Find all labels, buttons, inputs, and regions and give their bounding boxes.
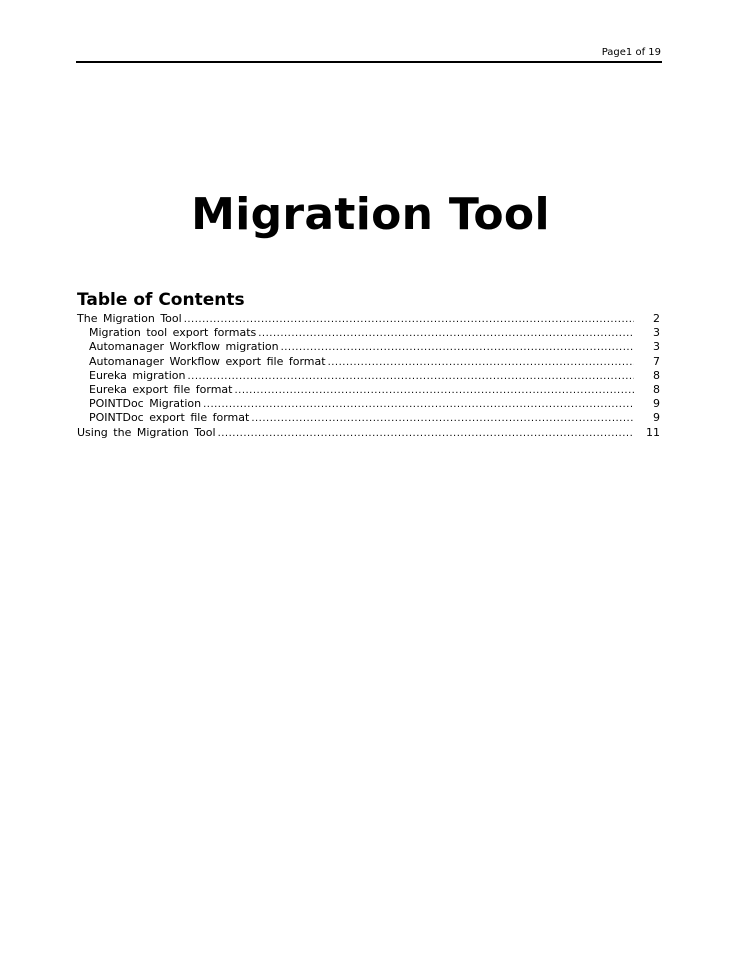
toc-entry-label: Automanager Workflow export file format [89,354,326,368]
toc-dot-leader [187,370,634,384]
toc-dot-leader [203,398,634,412]
table-of-contents [77,290,662,440]
toc-dot-leader [234,384,634,398]
toc-entry-label: Eureka export file format [89,382,233,396]
toc-entry-page: 2 [653,312,660,325]
toc-entry-label: POINTDoc export file format [89,411,250,425]
toc-heading: Table of Contents [77,290,245,310]
toc-entry-pointdoc-export-format[interactable] [77,411,662,425]
toc-entry-page: 8 [653,368,660,382]
toc-entry-page: 3 [653,340,660,354]
toc-entry-page: 9 [653,397,660,411]
page-header [76,47,662,63]
toc-list [77,312,662,440]
toc-entry-label: Migration tool export formats [89,326,257,340]
toc-entry-page: 8 [653,382,660,396]
toc-entry-eureka-migration[interactable] [77,369,662,383]
toc-entry-label: Eureka migration [89,368,186,382]
toc-dot-leader [251,412,634,426]
toc-entry-page: 9 [653,411,660,425]
toc-entry-the-migration-tool[interactable] [77,312,662,326]
toc-entry-page: 11 [646,425,660,439]
toc-entry-label: Using the Migration Tool [77,425,216,439]
toc-entry-pointdoc-migration[interactable] [77,397,662,411]
toc-dot-leader [218,427,634,441]
toc-entry-automanager-export-format[interactable] [77,355,662,369]
toc-dot-leader [328,356,634,370]
toc-entry-using-the-migration-tool[interactable] [77,426,662,440]
toc-dot-leader [184,313,634,327]
toc-entry-eureka-export-format[interactable] [77,383,662,397]
toc-entry-label: The Migration Tool [77,312,182,325]
toc-dot-leader [281,341,634,355]
toc-entry-label: Automanager Workflow migration [89,340,279,354]
toc-entry-page: 3 [653,326,660,340]
toc-dot-leader [258,327,634,341]
document-title: Migration Tool [191,189,550,240]
toc-entry-label: POINTDoc Migration [89,397,202,411]
toc-entry-page: 7 [653,354,660,368]
toc-entry-automanager-migration[interactable] [77,340,662,354]
toc-entry-export-formats[interactable] [77,326,662,340]
page-number: Page1 of 19 [601,47,661,58]
